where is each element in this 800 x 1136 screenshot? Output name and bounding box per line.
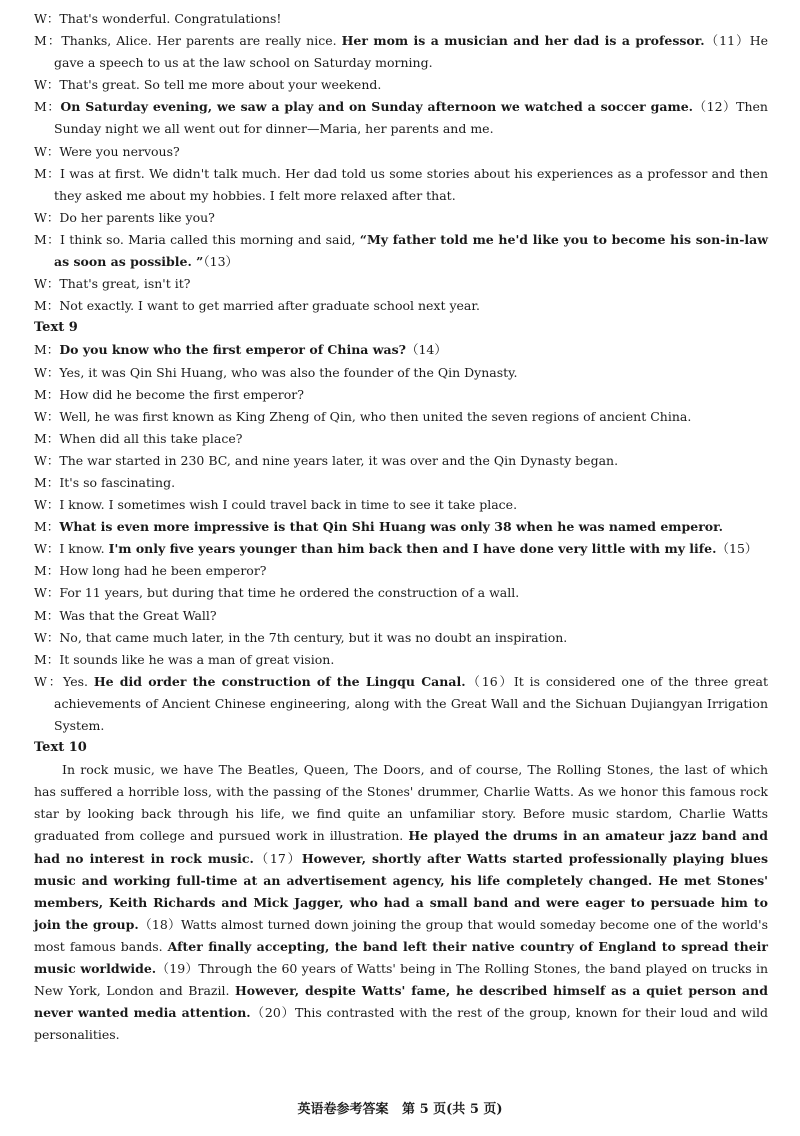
transcript-text: Were you nervous?: [59, 143, 180, 159]
speaker-label: M：: [34, 231, 60, 247]
dialogue-line: [34, 74, 768, 96]
dialogue-line: [34, 605, 768, 627]
speaker-label: W：: [34, 209, 60, 225]
transcript-text: Watts almost turned down joining the group that would someday become one of the world's most famous bands.: [34, 916, 768, 954]
transcript-text: In rock music, we have The Beatles, Queen, The Doors, and of course, The Rolling Stones, the last of which has suffered a horrible loss, with the passing of the Stones' drummer, Charlie Watts. As we honor this famous rock star by looking back through his life, we find quite an unfamiliar story. Before music stardom, Charlie Watts graduated from college and pursued work in illustration.: [34, 762, 768, 844]
transcript-text: No, that came much later, in the 7th century, but it was no doubt an inspiration.: [59, 629, 568, 645]
transcript-text: Not exactly. I want to get married after graduate school next year.: [59, 298, 480, 314]
answer-key-text: I'm only five years younger than him back then and I have done very little with my life.: [108, 541, 717, 557]
dialogue-line: [34, 362, 768, 384]
dialogue-line: [34, 295, 768, 317]
dialogue-line: [34, 450, 768, 472]
answer-key-text: However, despite Watts' fame, he described himself as a quiet person and never wanted media attention.: [34, 983, 768, 1021]
speaker-label: W：: [34, 408, 60, 424]
dialogue-line: [34, 428, 768, 450]
transcript-text: （12）Then Sunday night we all went out for dinner—Maria, her parents and me.: [54, 99, 768, 137]
transcript-text: Thanks, Alice. Her parents are really nice.: [61, 33, 342, 49]
speaker-label: W：: [34, 497, 60, 513]
transcript-text: （14）: [405, 342, 447, 358]
speaker-label: M：: [34, 563, 60, 579]
transcript-text: The war started in 230 BC, and nine years later, it was over and the Qin Dynasty began.: [59, 452, 619, 468]
dialogue-line: [34, 494, 768, 516]
transcript-text: （16）It is considered one of the three great achievements of Ancient Chinese engineering, along with the Great Wall and the Sichuan Dujiangyan Irrigation System.: [54, 673, 768, 733]
dialogue-line: [34, 406, 768, 428]
speaker-label: W：: [34, 364, 60, 380]
dialogue-line: [34, 207, 768, 229]
speaker-label: M：: [34, 607, 60, 623]
transcript-text: （18）: [138, 916, 182, 932]
speaker-label: M：: [34, 342, 60, 358]
transcript-text: Was that the Great Wall?: [59, 607, 217, 623]
speaker-label: W：: [34, 276, 60, 292]
answer-key-text: On Saturday evening, we saw a play and on Sunday afternoon we watched a soccer game.: [60, 99, 694, 115]
answer-key-text: “My father told me he'd like you to become his son-in-law as soon as possible. ”: [54, 231, 768, 270]
speaker-label: W：: [34, 11, 60, 26]
transcript-text: That's wonderful. Congratulations!: [59, 11, 282, 26]
transcript-text: （13）: [203, 254, 239, 270]
dialogue-line: [34, 30, 768, 74]
dialogue-line: [34, 560, 768, 582]
dialogue-section-continued: [34, 8, 768, 317]
dialogue-line: [34, 582, 768, 604]
answer-key-text: However, shortly after Watts started professionally playing blues music and working full-time at an advertisement agency, his life completely changed. He met Stones' members, Keith Richards and Mick Jagger, who had a small band and were eager to persuade him to join the group.: [34, 850, 769, 932]
speaker-label: M：: [34, 430, 60, 446]
speaker-label: M：: [34, 165, 61, 181]
transcript-text: （20）This contrasted with the rest of the group, known for their loud and wild personalities.: [34, 1005, 768, 1043]
speaker-label: M：: [34, 99, 61, 115]
transcript-text: How long had he been emperor?: [59, 563, 267, 579]
transcript-text: It's so fascinating.: [59, 474, 176, 490]
speaker-label: W：: [34, 585, 60, 601]
speaker-label: W：: [34, 541, 60, 557]
answer-key-text: What is even more impressive is that Qin Shi Huang was only 38 when he was named emperor.: [59, 519, 723, 535]
answer-key-text: After finally accepting, the band left their native country of England to spread their music worldwide.: [34, 938, 768, 977]
transcript-text: Yes.: [63, 673, 94, 689]
transcript-text: Well, he was first known as King Zheng of Qin, who then united the seven regions of ancient China.: [59, 408, 692, 424]
transcript-text: （11）He gave a speech to us at the law school on Saturday morning.: [54, 33, 768, 71]
dialogue-line: [34, 8, 768, 30]
dialogue-line: [34, 649, 768, 671]
answer-key-text: Do you know who the first emperor of China was?: [59, 342, 406, 358]
answer-key-text: He did order the construction of the Lingqu Canal.: [93, 673, 466, 689]
dialogue-line: [34, 627, 768, 649]
dialogue-line: [34, 163, 768, 207]
transcript-text: Yes, it was Qin Shi Huang, who was also the founder of the Qin Dynasty.: [59, 364, 518, 380]
transcript-text: That's great, isn't it?: [59, 276, 191, 292]
dialogue-line: [34, 339, 768, 361]
transcript-text: （19）Through the 60 years of Watts' being in The Rolling Stones, the band played on trucks in New York, London and Brazil.: [34, 961, 768, 999]
speaker-label: W：: [34, 143, 60, 159]
speaker-label: W：: [34, 673, 64, 689]
dialogue-line: [34, 141, 768, 163]
speaker-label: M：: [34, 33, 62, 49]
transcript-text: It sounds like he was a man of great vision.: [59, 651, 335, 667]
dialogue-line: [34, 384, 768, 406]
text10-heading: Text 10: [34, 740, 87, 756]
transcript-text: （15）: [716, 541, 758, 557]
text9-dialogue: [34, 339, 768, 737]
footer-label: 英语卷参考答案: [297, 1102, 389, 1117]
text10-passage: [34, 759, 768, 1046]
text9-heading: Text 9: [34, 320, 78, 336]
footer-page-number: 第 5 页(共 5 页): [402, 1102, 503, 1117]
transcript-text: （17）: [253, 850, 302, 866]
speaker-label: M：: [34, 519, 60, 535]
speaker-label: M：: [34, 651, 60, 667]
dialogue-line: [34, 96, 768, 140]
transcript-text: For 11 years, but during that time he ordered the construction of a wall.: [59, 585, 520, 601]
dialogue-line: [34, 273, 768, 295]
speaker-label: W：: [34, 452, 60, 468]
transcript-text: I know. I sometimes wish I could travel back in time to see it take place.: [59, 497, 518, 513]
transcript-text: That's great. So tell me more about your weekend.: [59, 77, 382, 93]
transcript-text: Do her parents like you?: [59, 209, 215, 225]
transcript-text: I think so. Maria called this morning and said,: [59, 231, 360, 247]
transcript-text: How did he become the first emperor?: [59, 386, 304, 402]
dialogue-line: [34, 538, 768, 560]
transcript-text: I was at first. We didn't talk much. Her dad told us some stories about his experiences as a professor and then they asked me about my hobbies. I felt more relaxed after that.: [54, 165, 768, 203]
speaker-label: W：: [34, 629, 60, 645]
dialogue-line: [34, 229, 768, 273]
speaker-label: M：: [34, 386, 60, 402]
speaker-label: M：: [34, 474, 60, 490]
speaker-label: W：: [34, 77, 60, 93]
transcript-text: When did all this take place?: [59, 430, 243, 446]
document-page: [34, 8, 768, 1046]
page-footer: [0, 1098, 800, 1117]
answer-key-text: Her mom is a musician and her dad is a professor.: [341, 33, 705, 49]
dialogue-line: [34, 671, 768, 737]
speaker-label: M：: [34, 298, 60, 314]
transcript-text: I know.: [59, 541, 109, 557]
answer-key-text: He played the drums in an amateur jazz band and had no interest in rock music.: [34, 828, 768, 866]
dialogue-line: [34, 516, 768, 538]
dialogue-line: [34, 472, 768, 494]
